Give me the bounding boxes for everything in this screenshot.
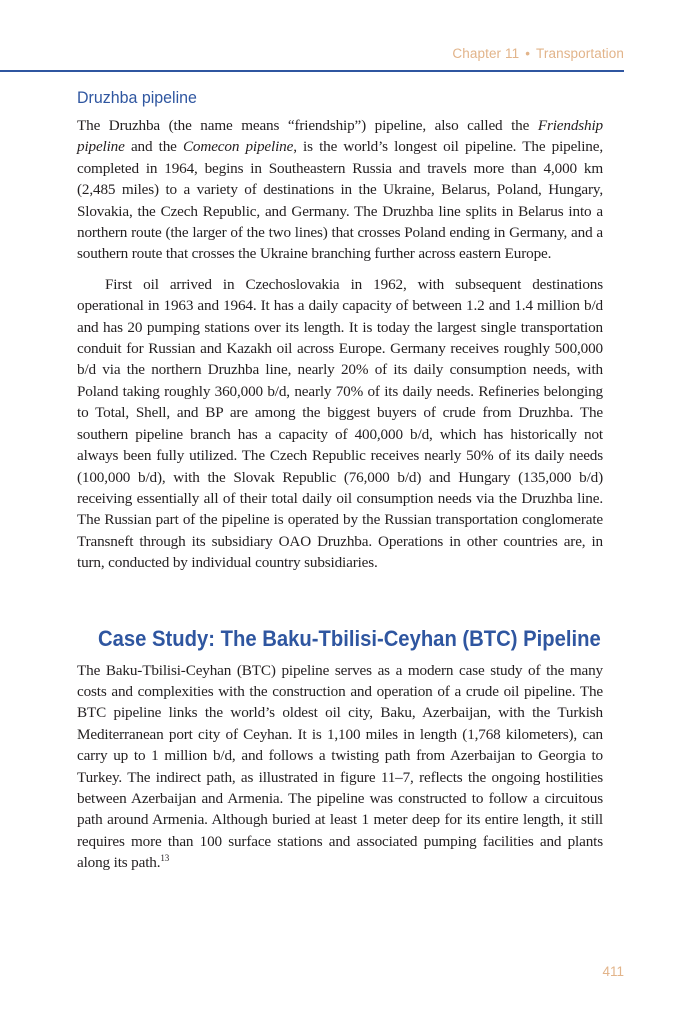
footnote-marker[interactable]: 13 <box>160 853 170 864</box>
case-study-title: Case Study: The Baku-Tbilisi-Ceyhan (BTC) Pipeline <box>98 625 601 651</box>
text-run: The Baku-Tbilisi-Ceyhan (BTC) pipeline serves as a modern case study of the many costs and complexities with the construction and operation of a crude oil pipeline. The BTC pipeline links the world’s oldest oil city, Baku, Azerbaijan, with the Turkish Mediterranean port city of Ceyhan. It is 1,100 miles in length (1,768 kilometers), can carry up to 1 million b/d, and follows a twisting path from Azerbaijan to Georgia to Turkey. The indirect path, as illustrated in figure 11–7, reflects the ongoing hostilities between Azerbaijan and Armenia. The pipeline was constructed to follow a circuitous path around Armenia. Although buried at least 1 meter deep for its entire length, it still requires more than 100 surface stations and associated pumping facilities and plants along its path. <box>77 661 603 872</box>
page-number: 411 <box>602 964 624 979</box>
header-rule <box>0 70 624 72</box>
text-run: The Druzhba (the name means “friendship”) pipeline, also called the <box>77 117 538 134</box>
header-bullet: • <box>525 46 531 61</box>
druzhba-paragraph-1 <box>77 115 603 265</box>
druzhba-paragraph-2: First oil arrived in Czechoslovakia in 1962, with subsequent destinations operational in 1963 and 1964. It has a daily capacity of between 1.2 and 1.4 million b/d and has 20 pumping stations over its length. It is today the largest single transportation conduit for Russian and Kazakh oil across Europe. Germany receives roughly 500,000 b/d via the northern Druzhba line, nearly 20% of its daily consumption needs, with Poland taking roughly 360,000 b/d, nearly 70% of its daily needs. Refineries belonging to Total, Shell, and BP are among the biggest buyers of crude from Druzhba. The southern pipeline branch has a capacity of 400,000 b/d, which has historically not always been fully utilized. The Czech Republic receives nearly 50% of its daily needs (100,000 b/d), with the Slovak Republic (76,000 b/d) and Hungary (135,000 b/d) receiving essentially all of their total daily oil consumption needs via the Druzhba line. The Russian part of the pipeline is operated by the Russian transportation conglomerate Transneft through its subsidiary OAO Druzhba. Operations in other countries are, in turn, conducted by individual country subsidiaries. <box>77 275 603 572</box>
text-run: , is the world’s longest oil pipeline. The pipeline, completed in 1964, begins in Southeastern Russia and travels more than 4,000 km (2,485 miles) to a variety of destinations in the Ukraine, Belarus, Poland, Hungary, Slovakia, the Czech Republic, and Germany. The Druzhba line splits in Belarus into a northern route (the larger of the two lines) that crosses Poland ending in Germany, and a southern route that crosses the Ukraine branching further across eastern Europe. <box>77 138 603 263</box>
case-study-paragraph <box>77 660 603 874</box>
italic-term: Comecon pipeline <box>182 138 294 156</box>
running-header <box>452 46 624 61</box>
italic-term: Friendship pipeline <box>77 117 603 156</box>
page-content <box>77 88 603 874</box>
section-label: Transportation <box>536 46 624 61</box>
druzhba-heading: Druzhba pipeline <box>77 88 197 107</box>
chapter-label: Chapter 11 <box>452 46 520 61</box>
text-run: and the <box>124 138 183 156</box>
